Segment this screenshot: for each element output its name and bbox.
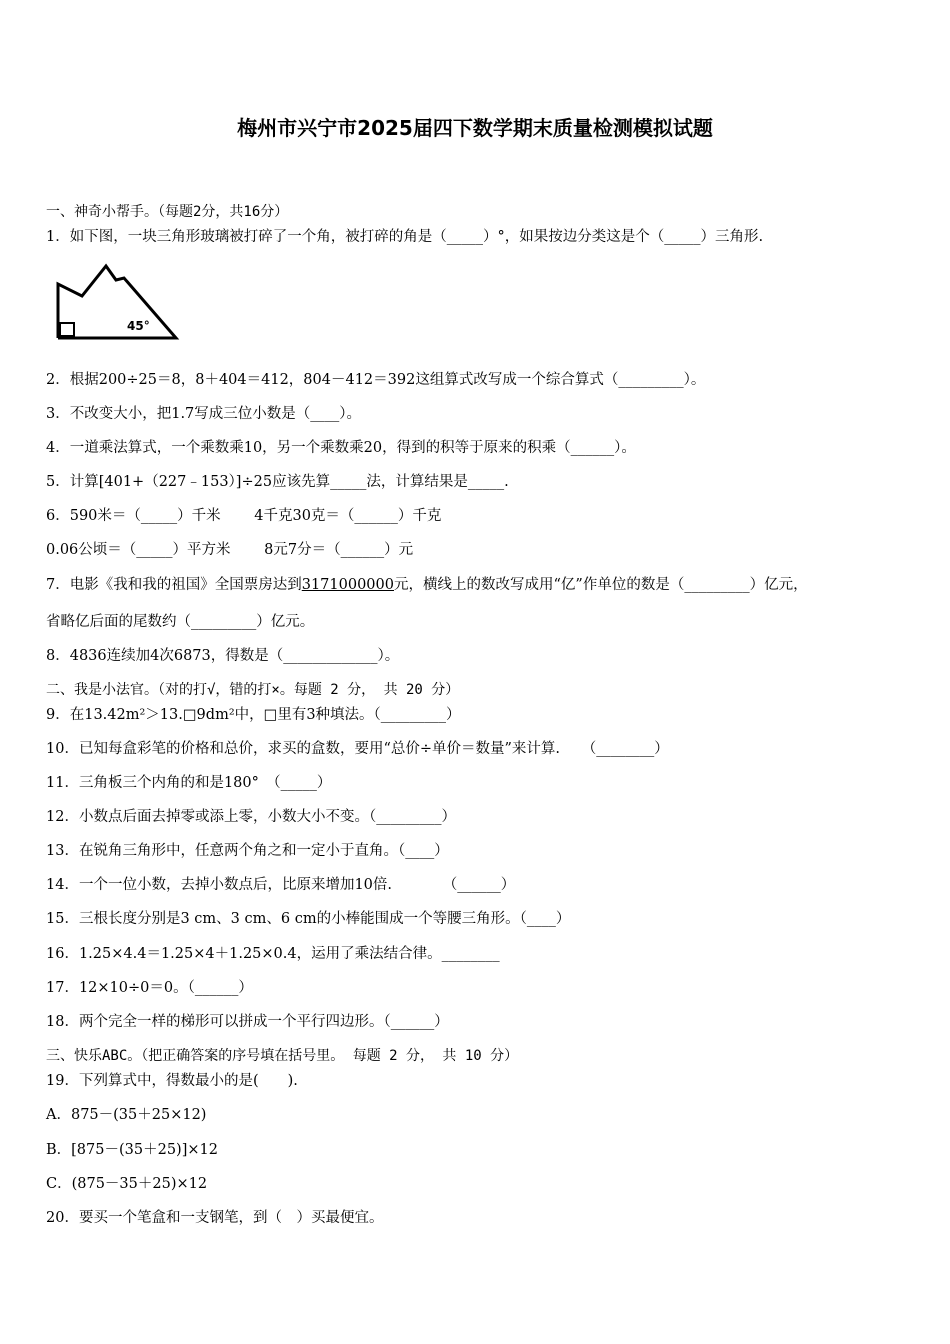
- question-3: 3．不改变大小，把1.7写成三位小数是（____）。: [46, 406, 362, 422]
- question-8: 8．4836连续加4次6873，得数是（_____________）。: [46, 648, 400, 664]
- question-11: 11．三角板三个内角的和是180° （_____）: [46, 775, 332, 791]
- page-title: 梅州市兴宁市2025届四下数学期末质量检测模拟试题: [237, 116, 713, 140]
- question-6a: 6．590米＝（_____）千米 4千克30克＝（______）千克: [46, 508, 442, 524]
- section-3-heading: 三、快乐ABC。（把正确答案的序号填在括号里。 每题 2 分， 共 10 分）: [46, 1048, 519, 1064]
- question-5: 5．计算[401+（227﹣153）]÷25应该先算_____法，计算结果是_____.: [46, 474, 509, 490]
- question-1: 1．如下图，一块三角形玻璃被打碎了一个角，被打碎的角是（_____）°，如果按边分类这是个（_____）三角形.: [46, 229, 764, 245]
- question-19: 19．下列算式中，得数最小的是( ).: [46, 1073, 298, 1089]
- angle-label: 45°: [127, 319, 150, 333]
- question-14: 14．一个一位小数，去掉小数点后，比原来增加10倍. （______）: [46, 877, 516, 893]
- question-9: 9．在13.42m²＞13.□9dm²中，□里有3种填法。（_________）: [46, 707, 461, 723]
- underlined-number: 3171000000: [301, 577, 394, 593]
- section-2-heading: 二、我是小法官。（对的打√，错的打×。每题 2 分， 共 20 分）: [46, 682, 460, 698]
- question-7-cont: 省略亿后面的尾数约（_________）亿元。: [46, 614, 315, 630]
- broken-triangle-figure: [52, 262, 182, 344]
- question-4: 4．一道乘法算式，一个乘数乘10，另一个乘数乘20，得到的积等于原来的积乘（______）。: [46, 440, 636, 456]
- option-a: A．875－(35＋25×12): [46, 1107, 207, 1123]
- question-20: 20．要买一个笔盒和一支钢笔，到（ ）买最便宜。: [46, 1210, 384, 1226]
- question-12: 12．小数点后面去掉零或添上零，小数大小不变。（_________）: [46, 809, 456, 825]
- option-b: B．[875－(35＋25)]×12: [46, 1142, 218, 1158]
- question-18: 18．两个完全一样的梯形可以拼成一个平行四边形。（______）: [46, 1014, 449, 1030]
- option-c: C．(875－35＋25)×12: [46, 1176, 208, 1192]
- question-10: 10．已知每盒彩笔的价格和总价，求买的盒数，要用“总价÷单价＝数量”来计算. （________）: [46, 741, 669, 757]
- question-7: 7．电影《我和我的祖国》全国票房达到3171000000元，横线上的数改写成用“亿”作单位的数是（_________）亿元，: [46, 577, 808, 593]
- section-1-heading: 一、神奇小帮手。（每题2分，共16分）: [46, 204, 289, 220]
- question-13: 13．在锐角三角形中，任意两个角之和一定小于直角。（____）: [46, 843, 449, 859]
- question-16: 16．1.25×4.4＝1.25×4＋1.25×0.4，运用了乘法结合律。________: [46, 946, 500, 962]
- question-2: 2．根据200÷25＝8，8＋404＝412，804－412＝392这组算式改写成一个综合算式（_________）。: [46, 372, 706, 388]
- question-6b: 0.06公顷＝（_____）平方米 8元7分＝（______）元: [46, 542, 414, 558]
- question-15: 15．三根长度分别是3 cm、3 cm、6 cm的小棒能围成一个等腰三角形。（____）: [46, 911, 571, 927]
- question-17: 17．12×10÷0＝0。（______）: [46, 980, 253, 996]
